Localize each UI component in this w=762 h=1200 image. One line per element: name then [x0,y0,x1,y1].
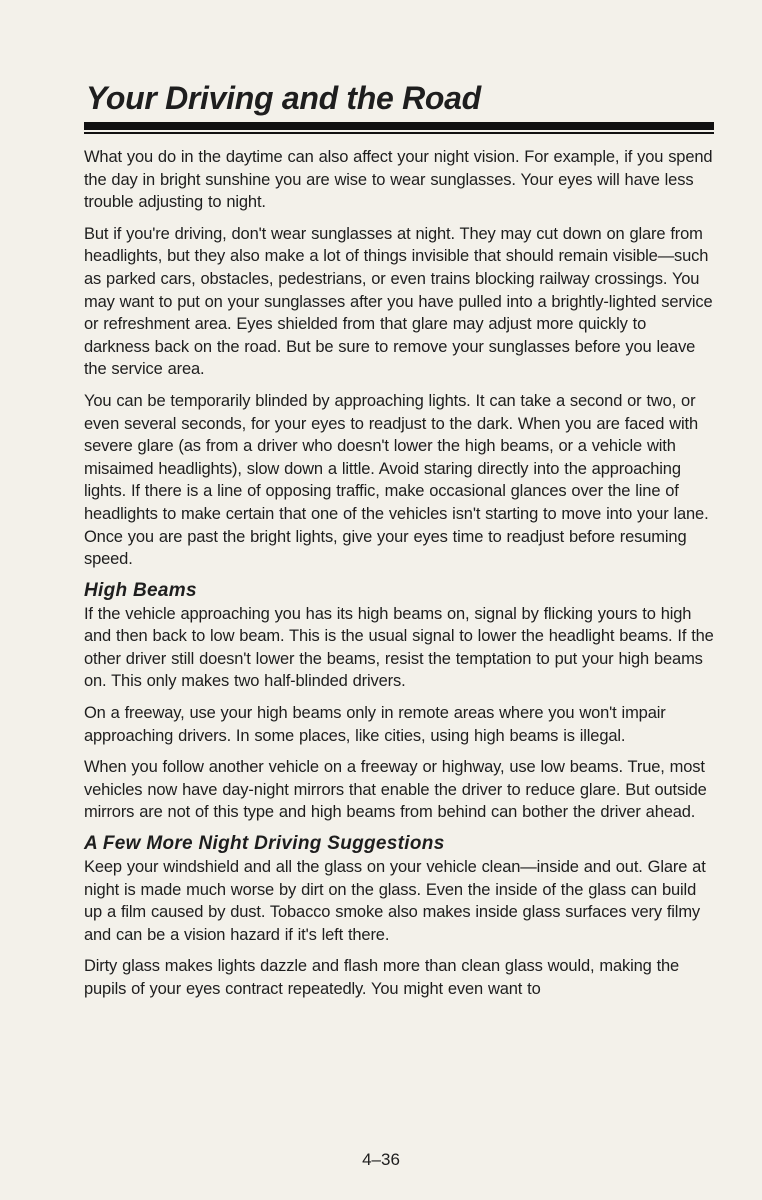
paragraph-dirty-glass: Dirty glass makes lights dazzle and flash more than clean glass would, making the pupils of your eyes contract repeatedly. You might even want to [84,957,680,998]
paragraph-windshield: Keep your windshield and all the glass on your vehicle clean—inside and out. Glare at night is made much worse by dirt on the glass. Even the inside of the glass can build up a film caused by dust. Tobacco smoke also makes inside glass surfaces very filmy and can be a vision hazard if it's left there. [84,858,706,944]
paragraph-sunglasses: But if you're driving, don't wear sunglasses at night. They may cut down on glare from headlights, but they also make a lot of things invisible that should remain visible—such as parked cars, obstacles, pedestrians, or even trains blocking railway crossings. You may want to put on your sunglasses after you have pulled into a brightly-lighted service or refreshment area. Eyes shielded from that glare may adjust more quickly to darkness back on the road. But be sure to remove your sunglasses before you leave the service area. [84,224,713,379]
paragraph-approaching-lights: You can be temporarily blinded by approaching lights. It can take a second or two, or even several seconds, for your eyes to readjust to the dark. When you are faced with severe glare (as from a driver who doesn't lower the high beams, or a vehicle with misaimed headlights), slow down a little. Avoid staring directly into the approaching lights. If there is a line of opposing traffic, make occasional glances over the line of headlights to make certain that one of the vehicles isn't starting to move into your lane. Once you are past the bright lights, give your eyes time to readjust before resuming speed. [84,391,709,569]
section-heading-high-beams: High Beams [84,579,197,601]
body-text [84,146,714,1001]
paragraph-high-beams-signal: If the vehicle approaching you has its high beams on, signal by flicking yours to high and then back to low beam. This is the usual signal to lower the headlight beams. If the other driver still doesn't lower the beams, resist the temptation to put your high beams on. This only makes two half-blinded drivers. [84,604,714,691]
page-number: 4–36 [362,1150,400,1169]
paragraph-high-beams-freeway: On a freeway, use your high beams only in remote areas where you won't impair approaching drivers. In some places, like cities, using high beams is illegal. [84,704,666,745]
page-title: Your Driving and the Road [86,80,481,116]
title-rule-thick [84,122,714,130]
paragraph-night-vision: What you do in the daytime can also affect your night vision. For example, if you spend the day in bright sunshine you are wise to wear sunglasses. Your eyes will have less trouble adjusting to night. [84,148,713,212]
section-heading-night-driving: A Few More Night Driving Suggestions [84,833,445,855]
manual-page [84,80,714,1010]
paragraph-high-beams-following: When you follow another vehicle on a freeway or highway, use low beams. True, most vehicles now have day-night mirrors that enable the driver to reduce glare. But outside mirrors are not of this type and high beams from behind can bother the driver ahead. [84,758,707,822]
title-rule-thin [84,132,714,134]
